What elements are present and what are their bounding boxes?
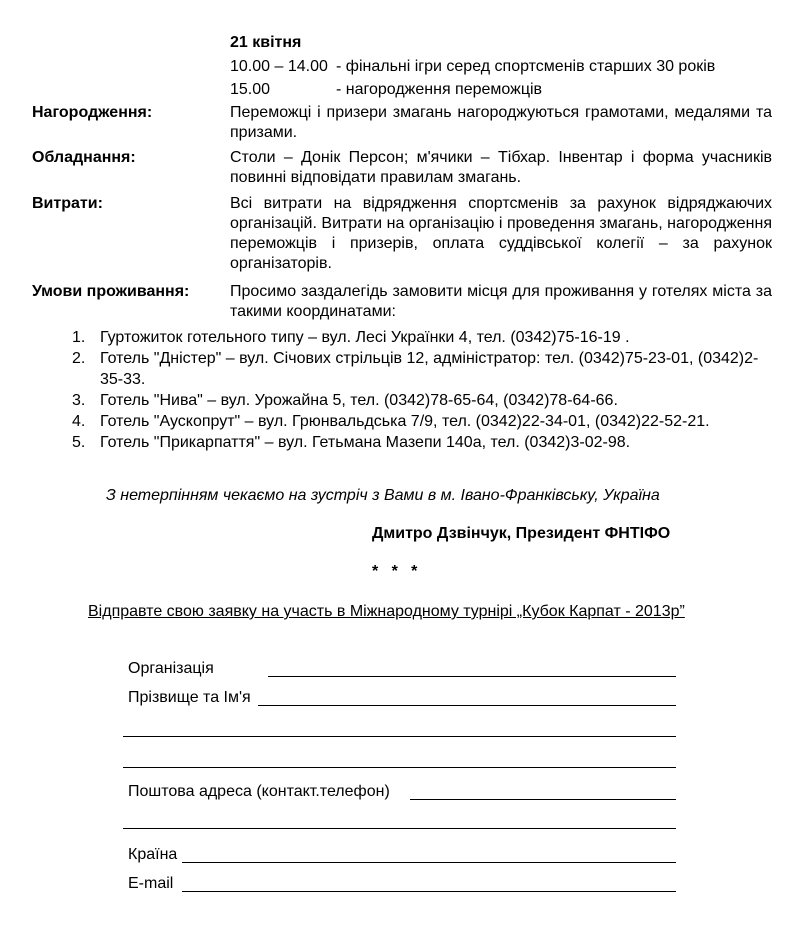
country-line[interactable] bbox=[182, 862, 676, 863]
schedule-date: 21 квітня bbox=[230, 34, 302, 51]
list-item-number: 1. bbox=[72, 329, 86, 346]
closing-text: З нетерпінням чекаємо на зустріч з Вами в м. Івано-Франківську, Україна bbox=[106, 487, 660, 504]
schedule-text-2: - нагородження переможців bbox=[336, 81, 543, 98]
list-item bbox=[72, 327, 772, 348]
name-label: Прізвище та Ім'я bbox=[128, 689, 251, 706]
list-item-number: 3. bbox=[72, 392, 86, 409]
list-item-number: 4. bbox=[72, 413, 86, 430]
schedule-time-2: 15.00 bbox=[230, 81, 271, 98]
email-line[interactable] bbox=[182, 891, 676, 892]
section-label-accommodation: Умови проживання: bbox=[32, 283, 190, 300]
list-item-number: 2. bbox=[72, 350, 86, 367]
section-text-accommodation: Просимо заздалегідь замовити місця для проживання у готелях міста за такими координатами: bbox=[230, 283, 772, 320]
section-label-expenses: Витрати: bbox=[32, 195, 103, 212]
organization-label: Організація bbox=[128, 660, 214, 677]
address-line[interactable] bbox=[410, 799, 676, 800]
name-line-2[interactable] bbox=[123, 736, 676, 737]
list-item-text: Гуртожиток готельного типу – вул. Лесі Українки 4, тел. (0342)75-16-19 . bbox=[100, 329, 630, 346]
list-item bbox=[72, 390, 772, 411]
name-line-3[interactable] bbox=[123, 767, 676, 768]
list-item-text: Готель "Прикарпаття" – вул. Гетьмана Мазепи 140а, тел. (0342)3-02-98. bbox=[100, 434, 631, 451]
section-text-equipment: Столи – Донік Персон; м'ячики – Тібхар. Інвентар і форма учасників повинні відповідати правилам змагань. bbox=[230, 149, 772, 186]
list-item-text: Готель "Нива" – вул. Урожайна 5, тел. (0342)78-65-64, (0342)78-64-66. bbox=[100, 392, 618, 409]
list-item bbox=[72, 411, 772, 432]
list-item-number: 5. bbox=[72, 434, 86, 451]
email-label: E-mail bbox=[128, 875, 174, 892]
signature: Дмитро Дзвінчук, Президент ФНТІФО bbox=[372, 525, 671, 542]
list-item bbox=[72, 432, 772, 453]
schedule-time-1: 10.00 – 14.00 bbox=[230, 58, 328, 75]
separator-stars: * * * bbox=[372, 563, 418, 580]
section-label-awards: Нагородження: bbox=[32, 104, 153, 121]
list-item bbox=[72, 348, 772, 390]
section-label-equipment: Обладнання: bbox=[32, 149, 136, 166]
organization-line[interactable] bbox=[268, 676, 676, 677]
section-text-awards: Переможці і призери змагань нагороджуються грамотами, медалями та призами. bbox=[230, 104, 772, 141]
section-text-expenses: Всі витрати на відрядження спортсменів за рахунок відряджаючих організацій. Витрати на організацію і проведення змагань, нагородження переможців і призерів, оплата суддівської колегії – за рахунок організаторів. bbox=[230, 195, 772, 272]
schedule-text-1: - фінальні ігри серед спортсменів старших 30 років bbox=[336, 58, 716, 75]
list-item-text: Готель "Дністер" – вул. Січових стрільців 12, адміністратор: тел. (0342)75-23-01, (0342)2-35-33. bbox=[100, 350, 759, 388]
form-heading: Відправте свою заявку на участь в Міжнародному турнірі „Кубок Карпат - 2013р” bbox=[88, 603, 685, 620]
list-item-text: Готель "Аускопрут" – вул. Грюнвальдська 7/9, тел. (0342)22-34-01, (0342)22-52-21. bbox=[100, 413, 710, 430]
name-line[interactable] bbox=[258, 705, 676, 706]
hotel-list bbox=[72, 327, 772, 453]
address-label: Поштова адреса (контакт.телефон) bbox=[128, 783, 390, 800]
country-label: Країна bbox=[128, 846, 178, 863]
address-line-2[interactable] bbox=[123, 828, 676, 829]
